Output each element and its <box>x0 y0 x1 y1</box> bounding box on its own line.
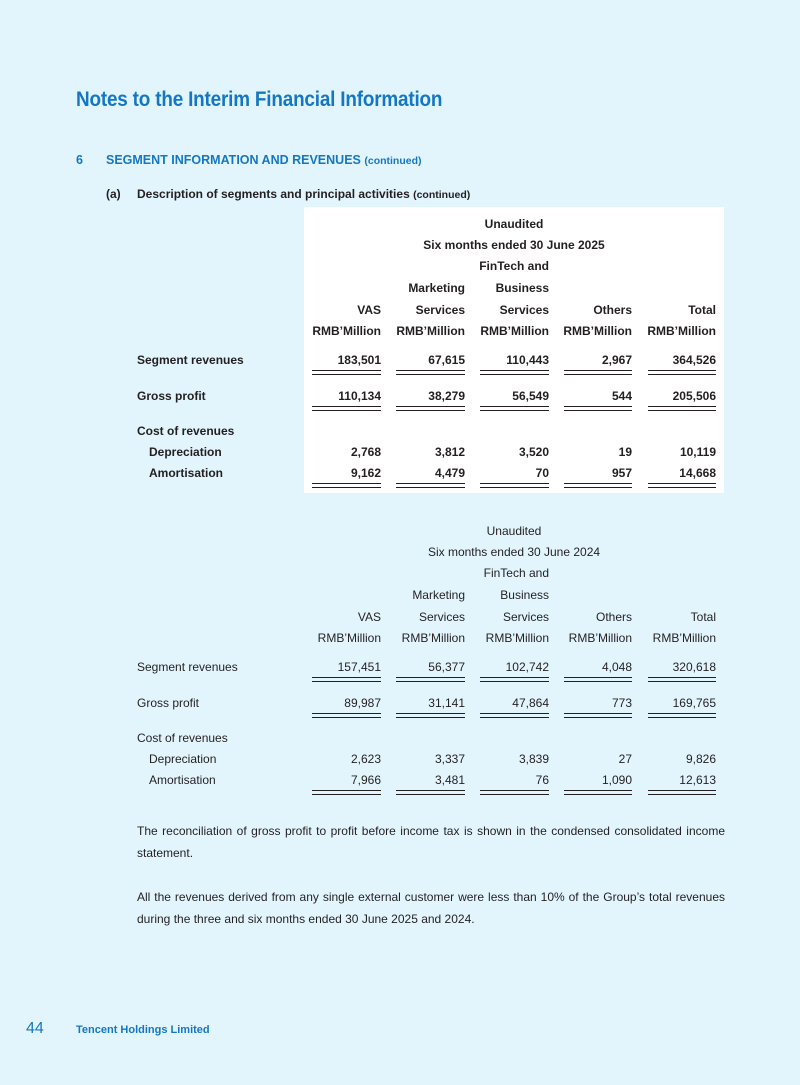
total-underline <box>564 790 632 795</box>
cell-gross-profit-others: 773 <box>611 696 632 710</box>
row-label-gross-profit: Gross profit <box>137 696 200 710</box>
row-label-amortisation: Amortisation <box>149 773 216 787</box>
column-header-line2-fintech-business-services: Business <box>500 588 549 602</box>
column-unit-others: RMB’Million <box>568 631 632 645</box>
total-underline <box>396 370 465 375</box>
column-header-line2-marketing-services: Marketing <box>408 281 465 295</box>
column-header-others: Others <box>593 303 632 317</box>
row-label-cost-of-revenues: Cost of revenues <box>137 731 228 745</box>
cell-amortisation-total: 12,613 <box>679 773 716 787</box>
cell-gross-profit-marketing-services: 38,279 <box>428 389 465 403</box>
total-underline <box>564 406 632 411</box>
cell-gross-profit-vas: 110,134 <box>338 389 381 403</box>
column-unit-vas: RMB’Million <box>312 324 381 338</box>
cell-amortisation-vas: 9,162 <box>350 466 381 480</box>
total-underline <box>480 370 549 375</box>
total-underline <box>312 713 381 718</box>
cell-segment-revenues-vas: 183,501 <box>337 353 381 367</box>
total-underline <box>564 713 632 718</box>
total-underline <box>396 677 465 682</box>
audit-status: Unaudited <box>486 524 542 538</box>
page-title: Notes to the Interim Financial Information <box>76 88 443 111</box>
column-header-total: Total <box>690 610 716 624</box>
cell-segment-revenues-total: 364,526 <box>672 353 716 367</box>
column-header-vas: VAS <box>357 303 381 317</box>
cell-depreciation-fintech-business-services: 3,839 <box>518 752 549 766</box>
total-underline <box>648 713 716 718</box>
cell-amortisation-vas: 7,966 <box>350 773 381 787</box>
cell-amortisation-others: 957 <box>611 466 632 480</box>
total-underline <box>480 790 549 795</box>
subsection-number: (a) <box>106 187 121 201</box>
cell-depreciation-marketing-services: 3,337 <box>434 752 465 766</box>
column-header-total: Total <box>688 303 716 317</box>
column-unit-marketing-services: RMB’Million <box>396 324 465 338</box>
footer-company: Tencent Holdings Limited <box>76 1024 210 1036</box>
row-label-amortisation: Amortisation <box>149 466 224 480</box>
total-underline <box>564 483 632 488</box>
total-underline <box>396 713 465 718</box>
total-underline <box>648 483 716 488</box>
column-header-fintech-business-services: Services <box>499 303 549 317</box>
cell-amortisation-others: 1,090 <box>601 773 632 787</box>
total-underline <box>312 370 381 375</box>
cell-gross-profit-fintech-business-services: 47,864 <box>512 696 549 710</box>
column-unit-fintech-business-services: RMB’Million <box>480 324 549 338</box>
section-number: 6 <box>76 153 83 167</box>
page-number: 44 <box>26 1020 44 1037</box>
section-title <box>106 153 422 167</box>
cell-segment-revenues-others: 4,048 <box>601 660 632 674</box>
column-header-others: Others <box>595 610 632 624</box>
cell-segment-revenues-total: 320,618 <box>672 660 716 674</box>
cell-amortisation-total: 14,668 <box>679 466 716 480</box>
period-label: Six months ended 30 June 2024 <box>427 545 601 559</box>
cell-amortisation-marketing-services: 4,479 <box>434 466 465 480</box>
column-header-marketing-services: Services <box>415 303 465 317</box>
total-underline <box>312 790 381 795</box>
column-unit-marketing-services: RMB’Million <box>401 631 465 645</box>
row-label-depreciation: Depreciation <box>149 752 217 766</box>
row-label-cost-of-revenues: Cost of revenues <box>137 424 235 438</box>
cell-gross-profit-vas: 89,987 <box>344 696 381 710</box>
total-underline <box>648 370 716 375</box>
column-unit-total: RMB’Million <box>647 324 716 338</box>
row-label-depreciation: Depreciation <box>149 445 222 459</box>
total-underline <box>480 677 549 682</box>
audit-status: Unaudited <box>484 217 544 231</box>
column-header-fintech-business-services: Services <box>502 610 549 624</box>
total-underline <box>648 406 716 411</box>
subsection-continued: (continued) <box>413 189 471 201</box>
total-underline <box>396 790 465 795</box>
cell-amortisation-fintech-business-services: 76 <box>535 773 549 787</box>
cell-segment-revenues-vas: 157,451 <box>337 660 381 674</box>
total-underline <box>312 483 381 488</box>
cell-segment-revenues-fintech-business-services: 102,742 <box>505 660 549 674</box>
row-label-gross-profit: Gross profit <box>137 389 206 403</box>
cell-gross-profit-total: 205,506 <box>672 389 716 403</box>
cell-segment-revenues-others: 2,967 <box>601 353 632 367</box>
total-underline <box>312 406 381 411</box>
cell-depreciation-total: 9,826 <box>685 752 716 766</box>
subsection-title <box>137 187 470 201</box>
cell-amortisation-fintech-business-services: 70 <box>535 466 549 480</box>
total-underline <box>396 483 465 488</box>
cell-depreciation-total: 10,119 <box>679 445 716 459</box>
column-unit-vas: RMB’Million <box>317 631 381 645</box>
column-unit-total: RMB’Million <box>652 631 716 645</box>
cell-depreciation-vas: 2,768 <box>350 445 381 459</box>
subsection-title-text: Description of segments and principal activities <box>137 187 410 201</box>
column-header-marketing-services: Services <box>418 610 465 624</box>
total-underline <box>480 483 549 488</box>
cell-depreciation-others: 19 <box>618 445 632 459</box>
cell-amortisation-marketing-services: 3,481 <box>434 773 465 787</box>
total-underline <box>648 790 716 795</box>
cell-gross-profit-total: 169,765 <box>672 696 716 710</box>
cell-gross-profit-others: 544 <box>611 389 632 403</box>
total-underline <box>312 677 381 682</box>
column-header-vas: VAS <box>357 610 381 624</box>
cell-depreciation-marketing-services: 3,812 <box>434 445 465 459</box>
paragraph-revenue-concentration: All the revenues derived from any single external customer were less than 10% of the Group’s total revenues during the three and six months ended 30 June 2025 and 2024. <box>137 890 725 926</box>
row-label-segment-revenues: Segment revenues <box>137 353 244 367</box>
row-label-segment-revenues: Segment revenues <box>137 660 238 674</box>
cell-gross-profit-marketing-services: 31,141 <box>428 696 465 710</box>
cell-segment-revenues-marketing-services: 67,615 <box>428 353 465 367</box>
cell-segment-revenues-marketing-services: 56,377 <box>428 660 465 674</box>
column-header-line2-fintech-business-services: Business <box>495 281 549 295</box>
total-underline <box>480 406 549 411</box>
section-title-text: SEGMENT INFORMATION AND REVENUES <box>106 153 361 167</box>
total-underline <box>564 677 632 682</box>
cell-depreciation-others: 27 <box>618 752 632 766</box>
section-continued: (continued) <box>364 155 422 167</box>
column-unit-others: RMB’Million <box>563 324 632 338</box>
cell-depreciation-vas: 2,623 <box>350 752 381 766</box>
period-label: Six months ended 30 June 2025 <box>423 238 605 252</box>
column-header-line1-fintech-business-services: FinTech and <box>483 566 549 580</box>
total-underline <box>564 370 632 375</box>
total-underline <box>480 713 549 718</box>
total-underline <box>648 677 716 682</box>
cell-depreciation-fintech-business-services: 3,520 <box>518 445 549 459</box>
total-underline <box>396 406 465 411</box>
column-header-line1-fintech-business-services: FinTech and <box>479 259 549 273</box>
column-header-line2-marketing-services: Marketing <box>412 588 465 602</box>
segment-table-2024 <box>0 512 800 802</box>
column-unit-fintech-business-services: RMB’Million <box>485 631 549 645</box>
segment-table-2025 <box>0 207 800 493</box>
paragraph-reconciliation: The reconciliation of gross profit to profit before income tax is shown in the condensed consolidated income statement. <box>137 824 725 860</box>
cell-gross-profit-fintech-business-services: 56,549 <box>512 389 549 403</box>
cell-segment-revenues-fintech-business-services: 110,443 <box>506 353 549 367</box>
